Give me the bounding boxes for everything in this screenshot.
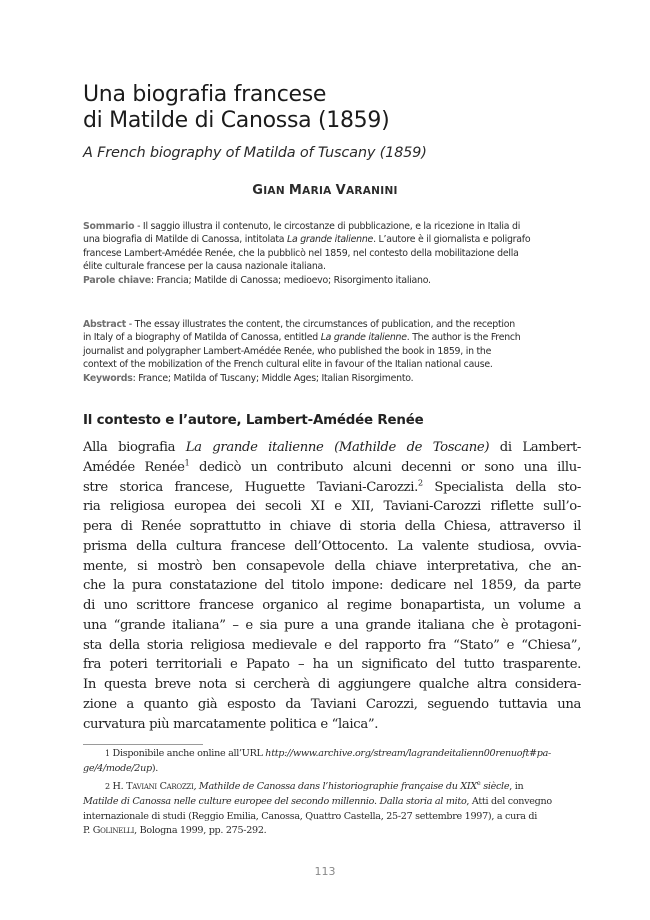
article-subtitle: A French biography of Matilda of Tuscany (1859) bbox=[83, 145, 427, 161]
body-line: stre storica francese, Huguette Taviani-Carozzi.$^2$ Specialista della sto- bbox=[83, 478, 581, 495]
body-line: In questa breve nota si cercherà di aggiungere qualche altra considera- bbox=[83, 677, 581, 692]
body-text bbox=[83, 438, 581, 734]
footnote-1-line-2: ge/4/mode/2up). bbox=[83, 762, 159, 774]
footnote-2-number: 2 bbox=[105, 782, 110, 792]
footnote-2-line-2: Matilde di Canossa nelle culture europee del secondo millennio. Dalla storia al mito, Atti del convegno bbox=[83, 795, 552, 807]
body-line: zione a quanto già esposto da Taviani Carozzi, seguendo tuttavia una bbox=[83, 696, 581, 712]
author-name: GIAN MARIA VARANINI bbox=[252, 183, 398, 198]
body-line: Alla biografia La grande italienne (Mathilde de Toscane) di Lambert- bbox=[83, 440, 581, 455]
parole-chiave-label: Parole chiave bbox=[83, 274, 151, 286]
abstract-line-1: Abstract - The essay illustrates the content, the circumstances of publication, and the reception bbox=[83, 319, 515, 330]
article-title bbox=[83, 82, 583, 134]
parole-chiave: Parole chiave: Francia; Matilde di Canossa; medioevo; Risorgimento italiano. bbox=[83, 274, 431, 286]
abstract-line-4: context of the mobilization of the French cultural elite in favour of the Italian national cause. bbox=[83, 359, 493, 371]
article-title-line-2: di Matilde di Canossa (1859) bbox=[83, 108, 390, 133]
body-line: una “grande italiana” – e sia pure a una grande italiana che è protagoni- bbox=[83, 617, 581, 633]
body-line: pera di Renée soprattutto in chiave di storia della Chiesa, attraverso il bbox=[83, 519, 581, 534]
body-line: ria religiosa europea dei secoli XI e XII, Taviani-Carozzi riflette sull’o- bbox=[83, 499, 581, 515]
sommario-label: Sommario bbox=[83, 221, 135, 232]
sommario-line-4: élite culturale francese per la causa nazionale italiana. bbox=[83, 261, 326, 273]
article-title-line-1: Una biografia francese bbox=[83, 82, 327, 107]
footnote-ref-2[interactable]: 2 bbox=[417, 478, 423, 488]
sommario-line-2: una biografia di Matilde di Canossa, intitolata La grande italienne. L’autore è il giornalista e poligrafo bbox=[83, 234, 531, 246]
body-line: che la pura constatazione del titolo impone: dedicare nel 1859, da parte bbox=[83, 578, 581, 594]
keywords-label: Keywords bbox=[83, 372, 133, 384]
footnote-2-line-1: 2 H. Taviani Carozzi, Mathilde de Canossa dans l’historiographie française du XIXe siècle, in bbox=[105, 779, 524, 793]
abstract-line-2: in Italy of a biography of Matilda of Canossa, entitled La grande italienne. The author is the French bbox=[83, 332, 521, 344]
section-heading: Il contesto e l’autore, Lambert-Amédée Renée bbox=[83, 413, 424, 428]
footnote-2-line-4: P. Golinelli, Bologna 1999, pp. 275-292. bbox=[83, 825, 267, 837]
sommario-block bbox=[83, 220, 580, 287]
footnote-ref-1[interactable]: 1 bbox=[184, 458, 190, 468]
body-line: mente, si mostrò ben consapevole della chiave interpretativa, che an- bbox=[83, 558, 581, 574]
body-line: di uno scrittore francese organico al regime bonapartista, un volume a bbox=[83, 598, 581, 613]
abstract-label: Abstract bbox=[83, 319, 127, 330]
abstract-line-3: journalist and polygrapher Lambert-Amédée Renée, who published the book in 1859, in the bbox=[83, 345, 492, 357]
body-line: fra poteri territoriali e Papato – ha un significato del tutto trasparente. bbox=[83, 657, 581, 673]
footnote-1-number: 1 bbox=[105, 749, 110, 758]
body-line: Amédée Renée$^1$ dedicò un contributo alcuni decenni or sono una illu- bbox=[83, 458, 581, 475]
abstract-block bbox=[83, 318, 580, 385]
body-line: sta della storia religiosa medievale e del rapporto fra “Stato” e “Chiesa”, bbox=[83, 637, 581, 653]
keywords: Keywords: France; Matilda of Tuscany; Middle Ages; Italian Risorgimento. bbox=[83, 372, 414, 384]
body-line: curvatura più marcatamente politica e “laica”. bbox=[83, 716, 379, 732]
sommario-line-1: Sommario - Il saggio illustra il contenuto, le circostanze di pubblicazione, e la ricezione in Italia di bbox=[83, 221, 521, 232]
sommario-line-3: francese Lambert-Amédée Renée, che la pubblicò nel 1859, nel contesto della mobilitazione della bbox=[83, 247, 519, 259]
footnote-1-line-1: 1 Disponibile anche online all’URL http://www.archive.org/stream/lagrandeitalienn00renuoft#pa- bbox=[105, 748, 551, 759]
footnotes bbox=[83, 747, 580, 839]
page-number: 113 bbox=[314, 865, 336, 878]
footnote-divider bbox=[83, 744, 203, 745]
footnote-2-line-3: internazionale di studi (Reggio Emilia, Canossa, Quattro Castella, 25-27 settembre 1997), a cura di bbox=[83, 810, 538, 822]
footnote-1-url[interactable]: http://www.archive.org/stream/lagrandeitalienn00renuoft#pa- bbox=[262, 748, 551, 759]
body-line: prisma della cultura francese dell’Ottocento. La valente studiosa, ovvia- bbox=[83, 538, 581, 554]
